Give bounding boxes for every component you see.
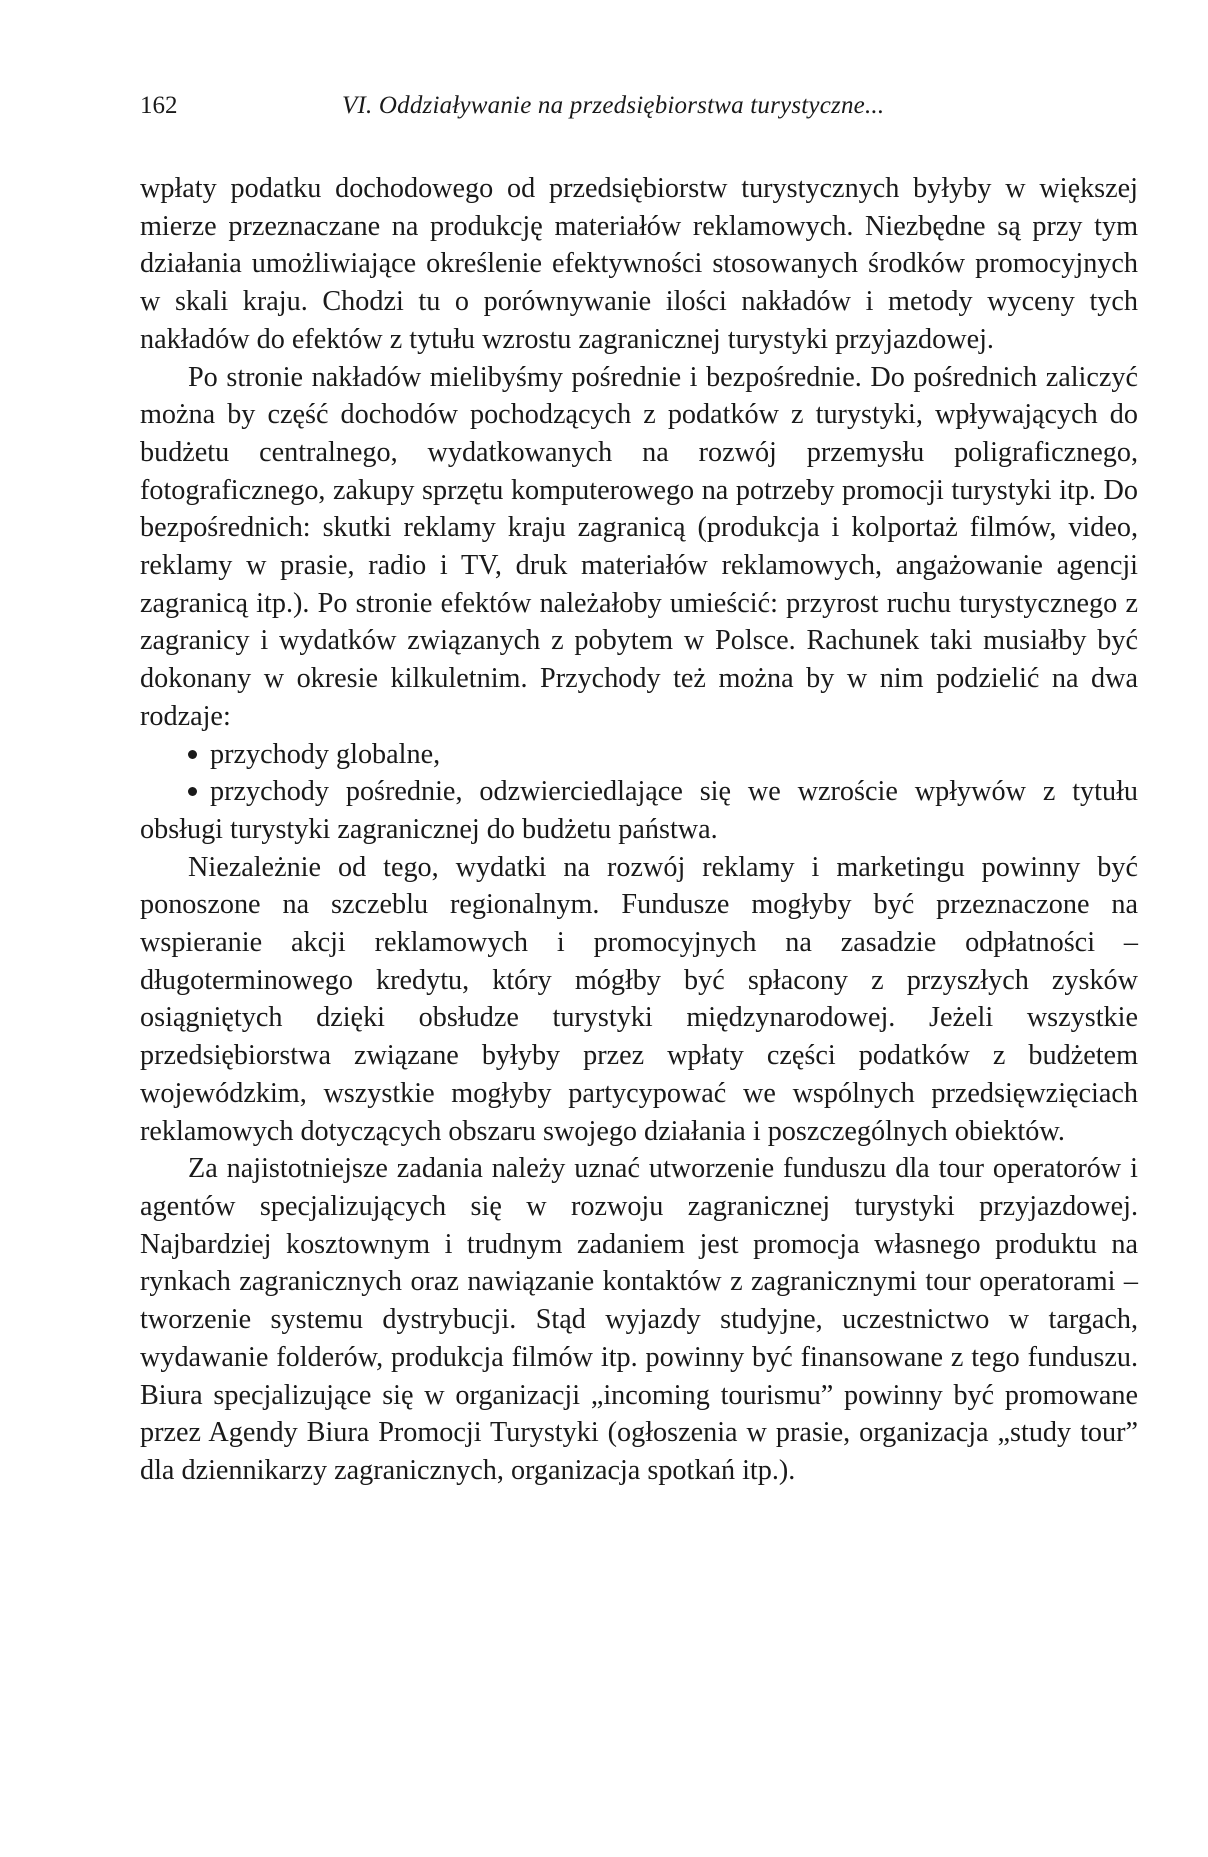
body-text (140, 170, 1138, 1490)
bullet-item-text: przychody pośrednie, odzwierciedlające się we wzroście wpływów z tytułu obsługi turystyki zagranicznej do budżetu państwa. (140, 776, 1138, 845)
paragraph-1: wpłaty podatku dochodowego od przedsiębiorstw turystycznych byłyby w większej mierze przeznaczane na produkcję materiałów reklamowych. Niezbędne są przy tym działania umożliwiające określenie efektywności stosowanych środków promocyjnych w skali kraju. Chodzi tu o porównywanie ilości nakładów i metody wyceny tych nakładów do efektów z tytułu wzrostu zagranicznej turystyki przyjazdowej. (140, 173, 1138, 355)
running-head (140, 86, 1140, 126)
bullet-icon (188, 750, 197, 759)
paragraph-2: Po stronie nakładów mielibyśmy pośrednie i bezpośrednie. Do pośrednich zaliczyć można by część dochodów pochodzących z podatków z turystyki, wpływających do budżetu centralnego, wydatkowanych na rozwój przemysłu poligraficznego, fotograficznego, zakupy sprzętu komputerowego na potrzeby promocji turystyki itp. Do bezpośrednich: skutki reklamy kraju zagranicą (produkcja i kolportaż filmów, video, reklamy w prasie, radio i TV, druk materiałów reklamowych, angażowanie agencji zagranicą itp.). Po stronie efektów należałoby umieścić: przyrost ruchu turystycznego z zagranicy i wydatków związanych z pobytem w Polsce. Rachunek taki musiałby być dokonany w okresie kilkuletnim. Przychody też można by w nim podzielić na dwa rodzaje: (140, 361, 1138, 732)
book-page (140, 86, 1140, 1490)
paragraph-3: Niezależnie od tego, wydatki na rozwój reklamy i marketingu powinny być ponoszone na szczeblu regionalnym. Fundusze mogłyby być przeznaczone na wspieranie akcji reklamowych i promocyjnych na zasadzie odpłatności – długoterminowego kredytu, który mógłby być spłacony z przyszłych zysków osiągniętych dzięki obsłudze turystyki międzynarodowej. Jeżeli wszystkie przedsiębiorstwa związane byłyby przez wpłaty części podatków z budżetem wojewódzkim, wszystkie mogłyby partycypować we wspólnych przedsięwzięciach reklamowych dotyczących obszaru swojego działania i poszczególnych obiektów. (140, 851, 1138, 1147)
bullet-icon (188, 787, 197, 796)
bullet-list (140, 736, 1138, 849)
bullet-item (140, 773, 1138, 848)
page-number: 162 (140, 92, 178, 119)
bullet-item-text: przychody globalne, (210, 738, 441, 770)
running-title: VI. Oddziaływanie na przedsiębiorstwa turystyczne... (342, 92, 885, 119)
paragraph-4: Za najistotniejsze zadania należy uznać utworzenie funduszu dla tour operatorów i agentów specjalizujących się w rozwoju zagranicznej turystyki przyjazdowej. Najbardziej kosztownym i trudnym zadaniem jest promocja własnego produktu na rynkach zagranicznych oraz nawiązanie kontaktów z zagranicznymi tour operatorami – tworzenie systemu dystrybucji. Stąd wyjazdy studyjne, uczestnictwo w targach, wydawanie folderów, produkcja filmów itp. powinny być finansowane z tego funduszu. Biura specjalizujące się w organizacji „incoming tourismu” powinny być promowane przez Agendy Biura Promocji Turystyki (ogłoszenia w prasie, organizacja „study tour” dla dziennikarzy zagranicznych, organizacja spotkań itp.). (140, 1153, 1138, 1486)
bullet-item (140, 736, 1138, 774)
